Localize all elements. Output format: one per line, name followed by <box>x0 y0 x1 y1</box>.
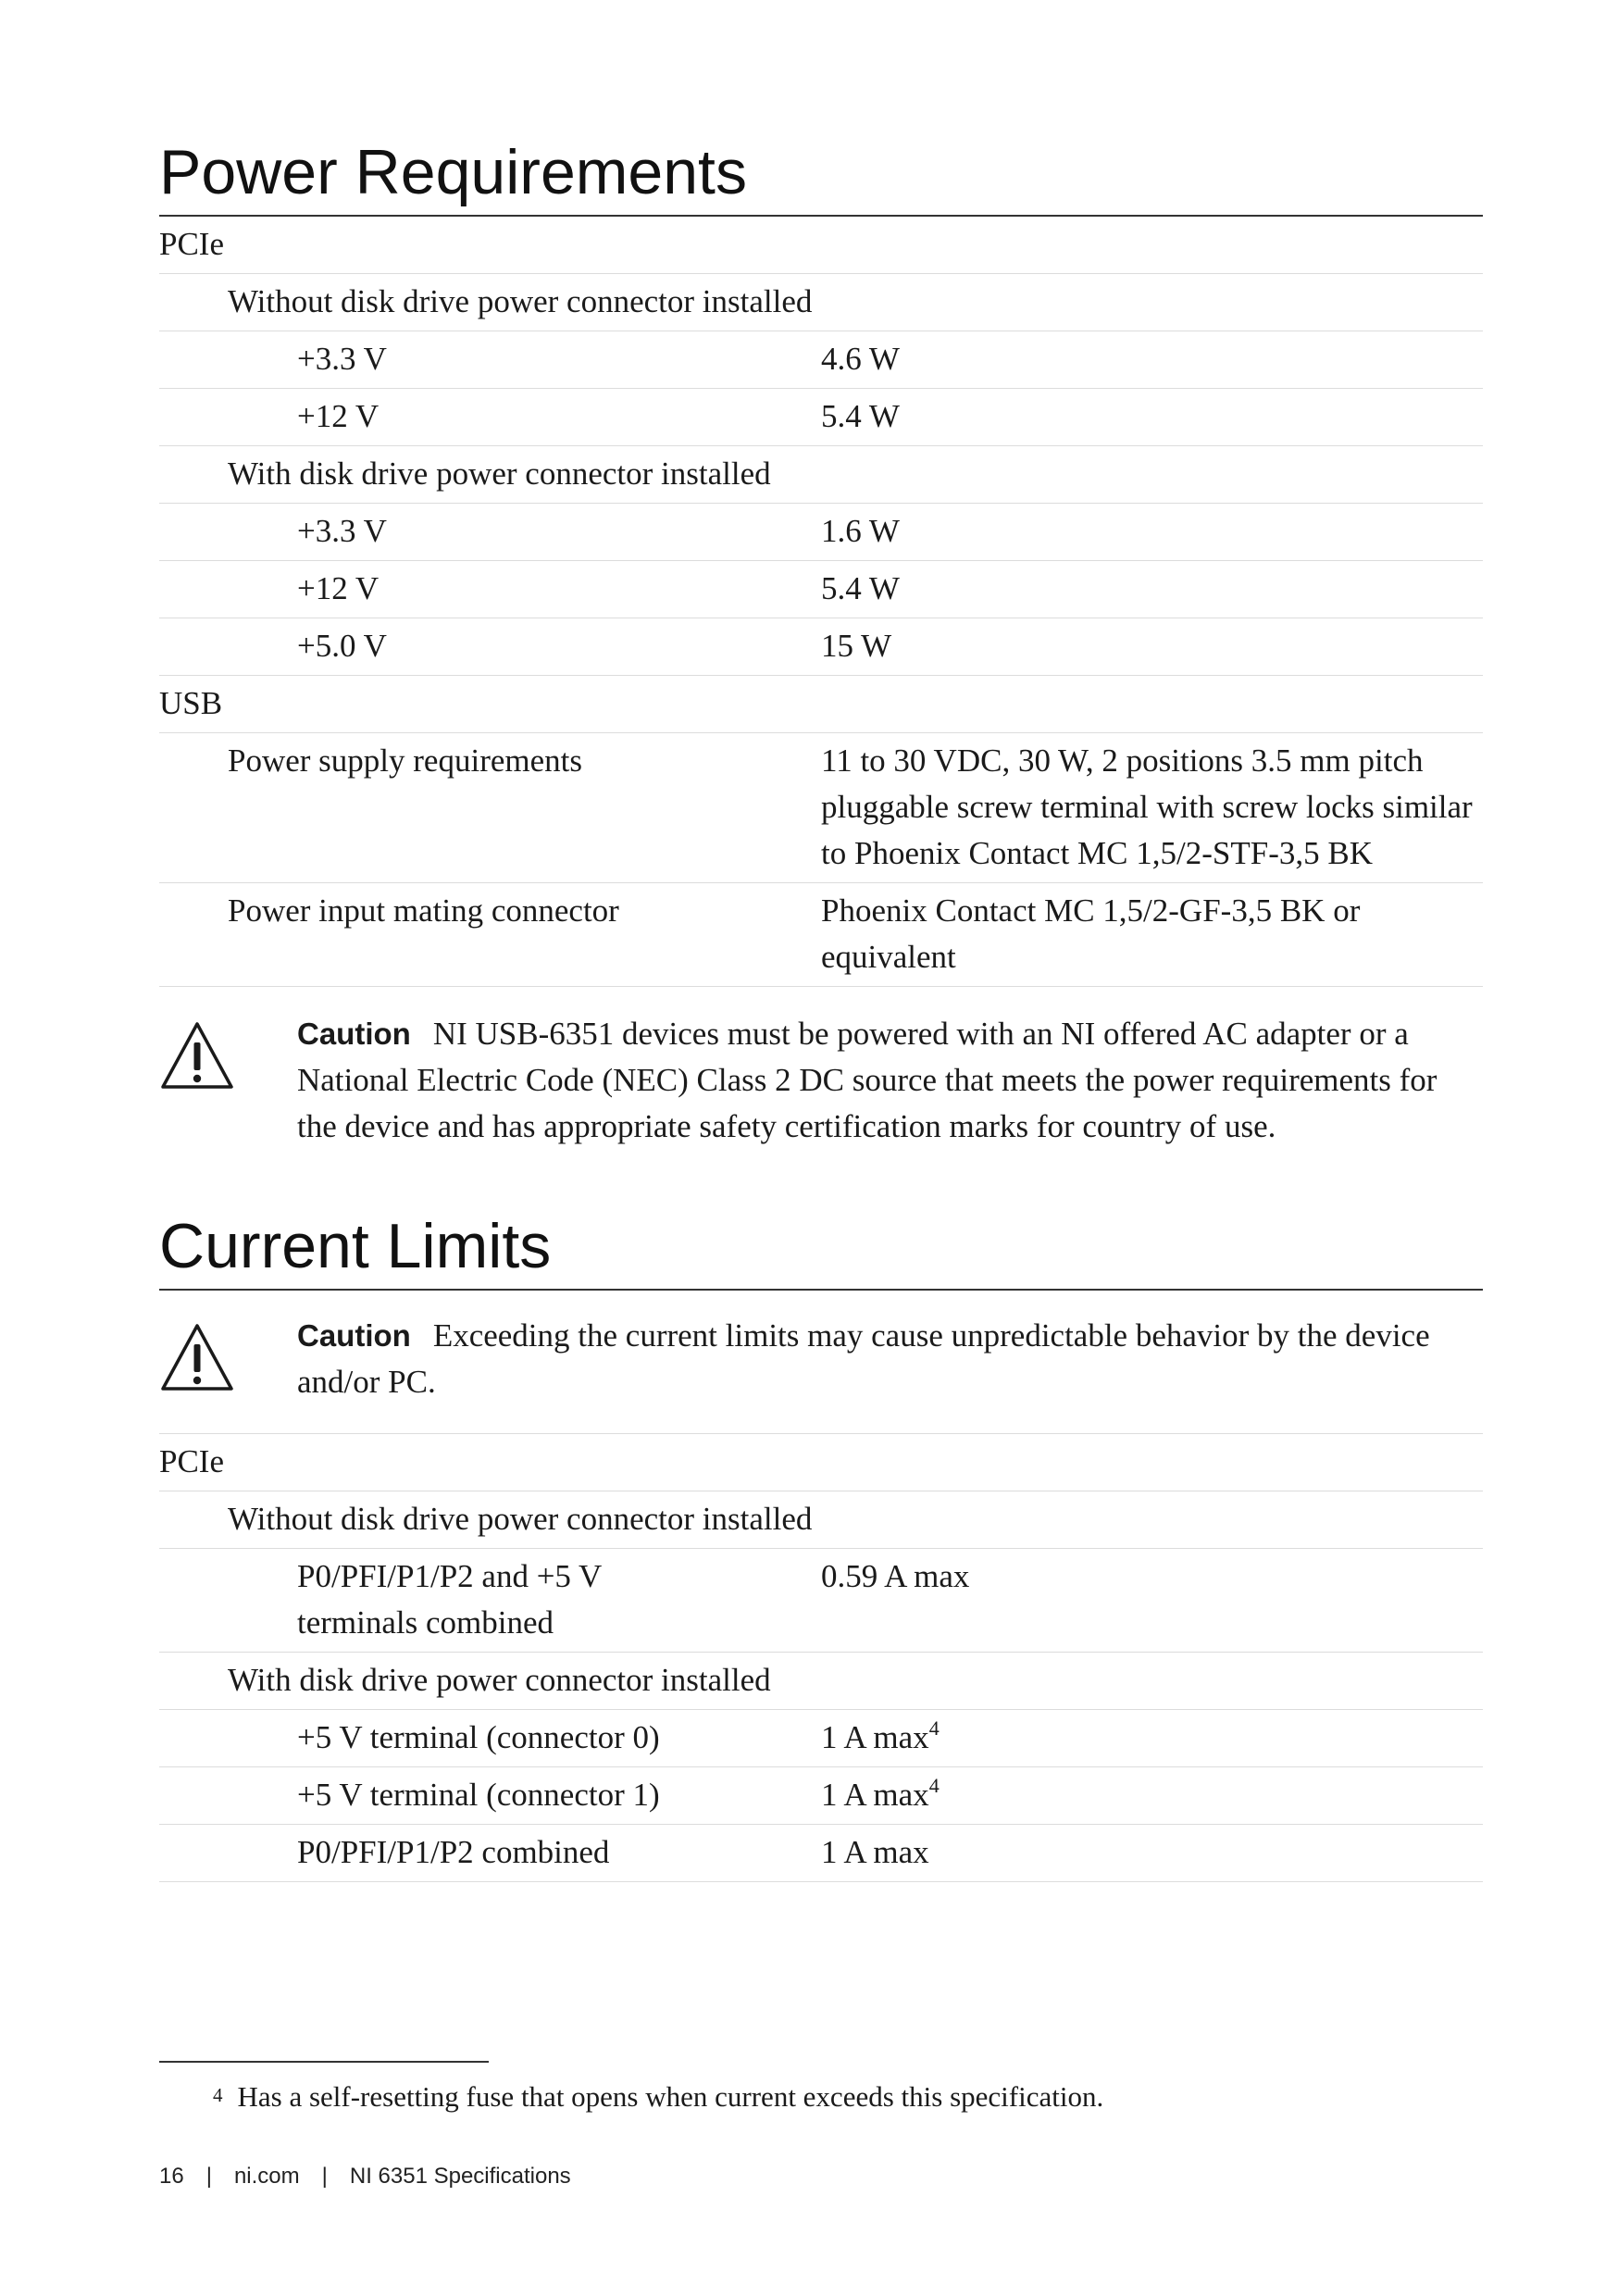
power-pcie-label: PCIe <box>159 226 224 262</box>
footnote-rule <box>159 2061 489 2063</box>
spec-value <box>821 1829 1483 1876</box>
spec-label: +5 V terminal (connector 0) <box>297 1719 660 1755</box>
footnote-ref: 4 <box>928 1716 940 1740</box>
power-caution-text-block <box>297 1011 1483 1150</box>
power-pcie-row <box>159 217 1483 274</box>
spec-value <box>821 1715 1483 1761</box>
spec-value-text: 1 A max <box>821 1719 929 1755</box>
current-caution-keyword: Caution <box>297 1318 411 1353</box>
footnote-number: 4 <box>213 2084 223 2106</box>
spec-row <box>159 618 1483 676</box>
footer-doc-title: NI 6351 Specifications <box>349 2164 571 2189</box>
spec-label: +12 V <box>297 398 380 434</box>
current-caution <box>159 1291 1483 1434</box>
power-without-row <box>159 274 1483 331</box>
power-usb-row <box>159 676 1483 733</box>
spec-label: +12 V <box>297 570 380 606</box>
warning-triangle-icon <box>159 1313 297 1397</box>
footer-site-link[interactable]: ni.com <box>233 2164 300 2189</box>
spec-value: Phoenix Contact MC 1,5/2-GF-3,5 BK or equivalent <box>821 892 1361 975</box>
footer-page-number: 16 <box>159 2164 184 2189</box>
spec-row <box>159 331 1483 389</box>
spec-label: +3.3 V <box>297 341 387 377</box>
spec-label: P0/PFI/P1/P2 combined <box>297 1834 610 1870</box>
power-caution-text: NI USB-6351 devices must be powered with an NI offered AC adapter or a National Electric Code (NEC) Class 2 DC source that meets the power requirements for the device and has appropriate safety certification marks for country of use. <box>297 1016 1438 1144</box>
spec-value: 5.4 W <box>821 398 900 434</box>
spec-value-text: 0.59 A max <box>821 1558 970 1594</box>
footnote <box>213 2078 1103 2115</box>
power-heading-block <box>159 0 1483 217</box>
warning-triangle-icon <box>159 1011 297 1095</box>
footnote-text: Has a self-resetting fuse that opens when current exceeds this specification. <box>237 2080 1104 2113</box>
spec-row <box>159 1825 1483 1882</box>
spec-value: 15 W <box>821 628 892 664</box>
current-caution-text-block <box>297 1313 1483 1405</box>
spec-row <box>159 1549 1483 1653</box>
power-caution-keyword: Caution <box>297 1017 411 1051</box>
footnote-ref: 4 <box>928 1774 940 1797</box>
spec-label: Power input mating connector <box>228 892 619 929</box>
spec-label: Power supply requirements <box>228 742 582 779</box>
spec-value: 1.6 W <box>821 513 900 549</box>
page-content <box>159 0 1483 1882</box>
current-heading-block <box>159 1178 1483 1291</box>
spec-value <box>821 1772 1483 1818</box>
power-with-row <box>159 446 1483 504</box>
power-usb-label: USB <box>159 685 223 721</box>
power-without-label: Without disk drive power connector installed <box>228 283 813 319</box>
power-requirements-title: Power Requirements <box>159 137 747 207</box>
spec-value-text: 1 A max <box>821 1777 929 1813</box>
footer-separator: | <box>321 2164 328 2189</box>
spec-label: P0/PFI/P1/P2 and +5 V terminals combined <box>297 1558 602 1641</box>
current-without-row <box>159 1491 1483 1549</box>
power-with-label: With disk drive power connector installed <box>228 455 771 492</box>
current-pcie-label: PCIe <box>159 1443 224 1479</box>
current-with-label: With disk drive power connector installed <box>228 1662 771 1698</box>
spec-label: +3.3 V <box>297 513 387 549</box>
spec-label: +5.0 V <box>297 628 387 664</box>
spec-row <box>159 883 1483 987</box>
spec-row <box>159 1710 1483 1767</box>
spec-value-text: 1 A max <box>821 1834 929 1870</box>
footer-separator: | <box>205 2164 212 2189</box>
current-pcie-row <box>159 1434 1483 1491</box>
spec-value <box>821 1554 1483 1600</box>
spec-row <box>159 733 1483 883</box>
spec-label: +5 V terminal (connector 1) <box>297 1777 660 1813</box>
spec-value: 11 to 30 VDC, 30 W, 2 positions 3.5 mm pitch pluggable screw terminal with screw locks similar to Phoenix Contact MC 1,5/2-STF-3,5 BK <box>821 742 1473 871</box>
spec-row <box>159 561 1483 618</box>
spec-value: 5.4 W <box>821 570 900 606</box>
spec-row <box>159 504 1483 561</box>
spec-row <box>159 389 1483 446</box>
current-without-label: Without disk drive power connector installed <box>228 1501 813 1537</box>
spec-row <box>159 1767 1483 1825</box>
current-with-row <box>159 1653 1483 1710</box>
page-footer <box>159 2163 571 2190</box>
spec-value: 4.6 W <box>821 341 900 377</box>
current-limits-title: Current Limits <box>159 1211 552 1281</box>
current-caution-text: Exceeding the current limits may cause unpredictable behavior by the device and/or PC. <box>297 1317 1430 1400</box>
power-caution <box>159 987 1483 1178</box>
